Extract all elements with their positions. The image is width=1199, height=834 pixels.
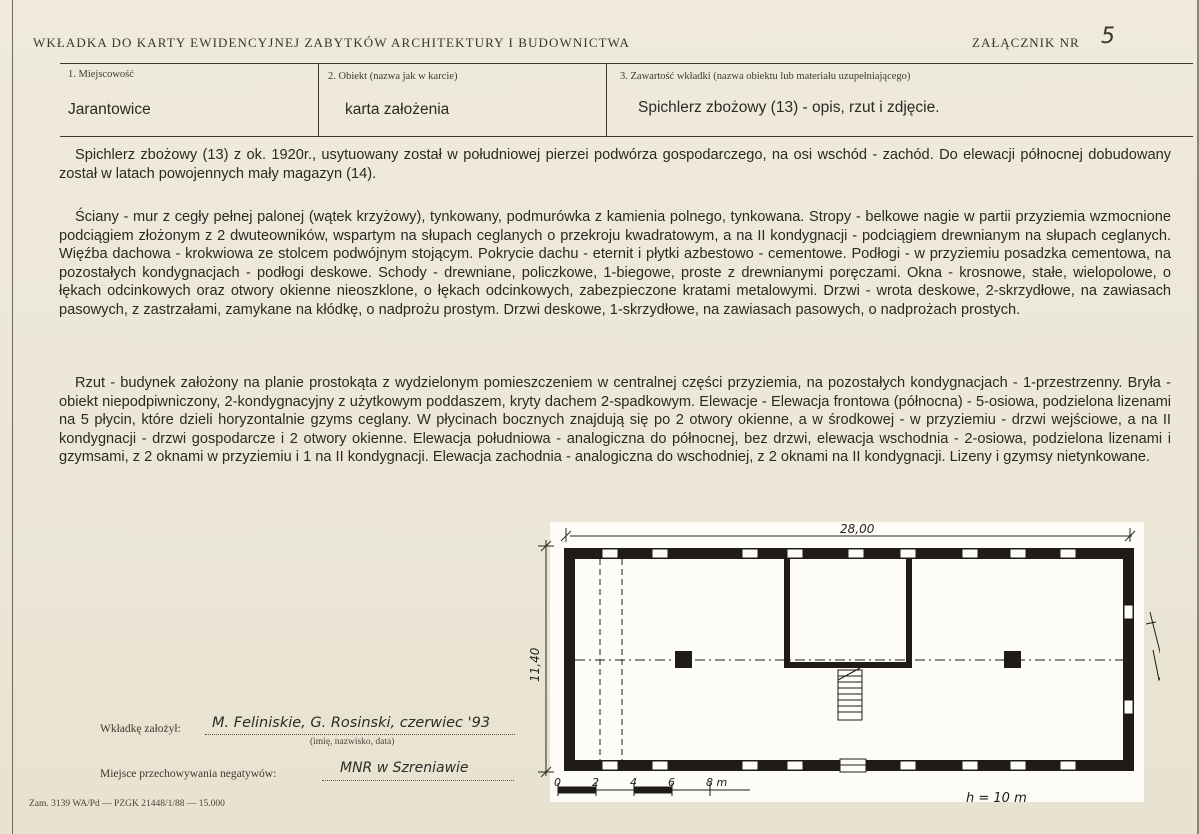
page-border bbox=[12, 0, 13, 834]
field-value-object: karta założenia bbox=[345, 101, 450, 118]
field-label-contents: 3. Zawartość wkładki (nazwa obiektu lub materiału uzupełniającego) bbox=[620, 71, 911, 82]
author-caption: (imię, nazwisko, data) bbox=[310, 737, 395, 747]
author-signature: M. Feliniskie, G. Rosinski, czerwiec '93 bbox=[212, 715, 491, 731]
column-divider bbox=[606, 63, 607, 137]
floor-plan-drawing bbox=[520, 520, 1160, 810]
attachment-number: 5 bbox=[1101, 24, 1115, 49]
author-line bbox=[205, 734, 515, 735]
paragraph-construction: Ściany - mur z cegły pełnej palonej (wątek krzyżowy), tynkowany, podmurówka z kamienia polnego, tynkowana. Stropy - belkowe nagie w partii przyziemia wzmocnione podciągiem złożonym z 2 dwuteowników, wspartym na słupach ceglanych o przekroju kwadratowym, a na II kondygnacji - podciągiem drewnianym na słupach ceglanych. Więźba dachowa - krokwiowa ze stolcem podwójnym stojącym. Pokrycie dachu - eternit i płytki azbestowo - cementowe. Podłogi - w przyziemiu posadzka cementowa, na pozostałych kondygnacjach - podłogi deskowe. Schody - drewniane, policzkowe, 1-biegowe, proste z drewnianymi poręczami. Okna - krosnowe, stałe, wielopolowe, o łękach odcinkowych oraz otwory okienne nieoszklone, o łękach odcinkowych, zabezpieczone kratami metalowymi. Drzwi - wrota deskowe, 2-skrzydłowe, na zawiasach pasowych, z zastrzałami, zamykane na kłódkę, o nadprożu prostym. Drzwi deskowe, 1-skrzydłowe, na zawiasach pasowych, o nadprożach prostych. bbox=[59, 209, 1171, 318]
plan-width-label: 11,40 bbox=[528, 647, 542, 682]
print-footer: Zam. 3139 WA/Pd — PZGK 21448/1/88 — 15.000 bbox=[29, 799, 225, 809]
plan-staircase bbox=[838, 668, 862, 720]
negatives-location-value: MNR w Szreniawie bbox=[340, 760, 469, 776]
negatives-location-label: Miejsce przechowywania negatywów: bbox=[100, 768, 277, 780]
field-value-locality: Jarantowice bbox=[68, 101, 151, 118]
scale-tick-label: 0 bbox=[554, 776, 561, 789]
field-value-contents: Spichlerz zbożowy (13) - opis, rzut i zdjęcie. bbox=[638, 99, 940, 116]
negatives-location-line bbox=[322, 780, 514, 781]
scale-tick-label: 6 bbox=[668, 776, 675, 789]
column-divider bbox=[318, 63, 319, 137]
table-rule bbox=[60, 136, 1193, 137]
scale-tick-label: 4 bbox=[630, 776, 637, 789]
field-label-object: 2. Obiekt (nazwa jak w karcie) bbox=[328, 71, 458, 82]
paragraph-layout: Rzut - budynek założony na planie prostokąta z wydzielonym pomieszczeniem w centralnej części przyziemia, na pozostałych kondygnacjach - 1-przestrzenny. Bryła - obiekt niepodpiwniczony, 2-kondygnacyjny z użytkowym poddaszem, kryty dachem 2-spadkowym. Elewacje - Elewacja frontowa (północna) - 5-osiowa, podzielona lizenami na 5 płycin, które dzieli horyzontalnie gzyms ceglany. W płycinach bocznych znajdują się po 2 otwory okienne, a w środkowej - w przyziemiu - drzwi wejściowe, a na II kondygnacji - drzwi gospodarcze i 2 otwory okienne. Elewacja południowa - analogiczna do północnej, bez drzwi, elewacja wschodnia - 2-osiowa, podzielona lizenami i gzymsami, z 2 oknami w przyziemiu i 1 na II kondygnacji. Elewacja zachodnia - analogiczna do wschodniej, z 2 oknami na II kondygnacji. Lizeny i gzymsy nietynkowane. bbox=[59, 375, 1171, 466]
plan-length-label: 28,00 bbox=[840, 522, 875, 536]
scale-tick-label: 2 bbox=[592, 776, 599, 789]
plan-height-note: h = 10 m bbox=[966, 791, 1027, 806]
scale-tick-label: 8 m bbox=[706, 776, 728, 789]
north-arrow-icon bbox=[1146, 612, 1160, 700]
paragraph-location: Spichlerz zbożowy (13) z ok. 1920r., usytuowany został w południowej pierzei podwórza gospodarczego, na osi wschód - zachód. Do elewacji północnej dobudowany został w latach powojennych mały magazyn (14). bbox=[59, 147, 1171, 182]
header-fields-table bbox=[60, 63, 1193, 137]
table-rule bbox=[60, 63, 1193, 64]
field-label-locality: 1. Miejscowość bbox=[68, 69, 134, 80]
form-title: WKŁADKA DO KARTY EWIDENCYJNEJ ZABYTKÓW ARCHITEKTURY I BUDOWNICTWA bbox=[33, 35, 631, 50]
author-label: Wkładkę założył: bbox=[100, 723, 181, 735]
attachment-label: ZAŁĄCZNIK NR bbox=[972, 35, 1080, 50]
